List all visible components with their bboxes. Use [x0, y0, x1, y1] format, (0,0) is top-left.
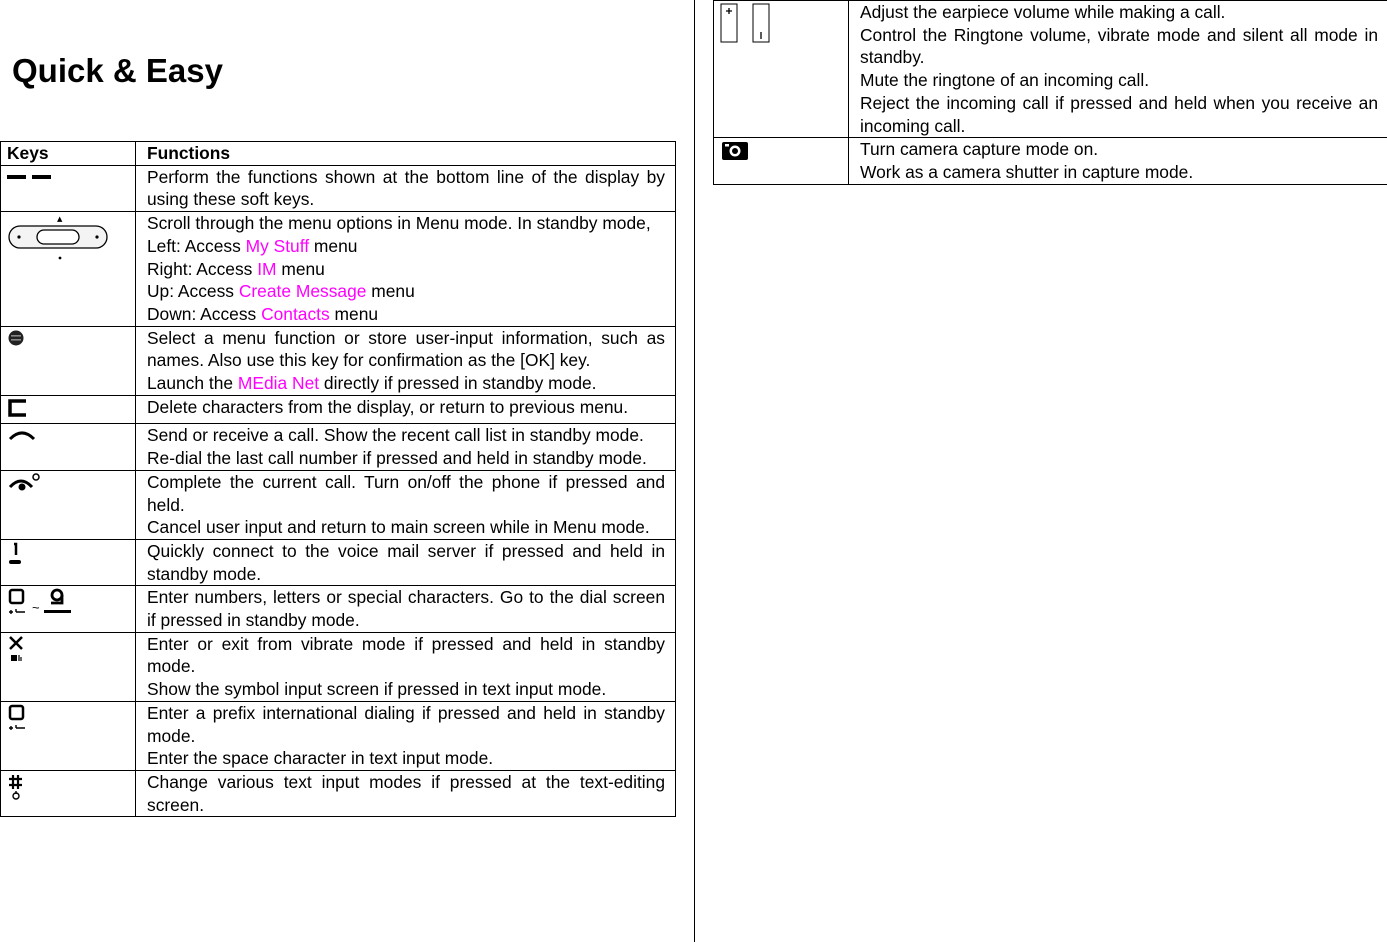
- key-cell: [1, 212, 136, 327]
- functions-header: Functions: [136, 142, 676, 166]
- table-row: [714, 138, 1387, 184]
- function-text: Mute the ringtone of an incoming call.: [860, 70, 1150, 91]
- function-text: Adjust the earpiece volume while making a call.: [860, 2, 1226, 22]
- function-text: Cancel user input and return to main screen while in Menu mode.: [147, 517, 650, 538]
- navigation-key-icon: [7, 214, 111, 262]
- table-row: [1, 539, 676, 585]
- table-row: [1, 212, 676, 327]
- function-text: Select a menu function or store user-input information, such as names. Also use this key for confirmation as the [OK] key.: [147, 327, 665, 371]
- menu-link: My Stuff: [245, 235, 310, 256]
- function-text: Left: Access My Stuff menu: [147, 235, 358, 256]
- key-cell: [1, 470, 136, 539]
- function-text: Reject the incoming call if pressed and held when you receive an incoming call.: [860, 92, 1378, 136]
- function-cell: [136, 165, 676, 211]
- function-cell: [136, 470, 676, 539]
- key-cell: [1, 632, 136, 701]
- function-text: Work as a camera shutter in capture mode.: [860, 161, 1194, 182]
- camera-key-icon: [720, 140, 750, 162]
- key-cell: [1, 165, 136, 211]
- volume-keys-icon: [720, 3, 770, 43]
- range-separator: ~: [32, 600, 40, 616]
- column-divider: [694, 0, 695, 942]
- function-text: Complete the current call. Turn on/off the phone if pressed and held.: [147, 471, 665, 515]
- function-text: Enter the space character in text input mode.: [147, 748, 494, 769]
- function-cell: [136, 424, 676, 470]
- key-cell: [1, 701, 136, 770]
- end-power-key-icon: [7, 473, 41, 493]
- function-cell: [136, 770, 676, 816]
- page-title: Quick & Easy: [12, 52, 223, 89]
- table-row: [1, 165, 676, 211]
- function-cell: [136, 395, 676, 424]
- key-cell: [1, 586, 136, 632]
- table-row: [1, 586, 676, 632]
- star-key-icon: [7, 635, 27, 665]
- zero-key-icon: [7, 704, 29, 734]
- hash-key-icon: [7, 773, 27, 803]
- menu-link: IM: [257, 258, 277, 279]
- key-cell: [1, 326, 136, 395]
- table-row: [1, 424, 676, 470]
- table-row: [1, 770, 676, 816]
- function-cell: [136, 539, 676, 585]
- function-text: Enter numbers, letters or special characters. Go to the dial screen if pressed in standby mode.: [147, 587, 665, 631]
- keys-table-continued: [713, 0, 1387, 185]
- key-cell: [714, 1, 849, 138]
- voicemail-key-icon: [7, 542, 25, 568]
- table-row: [1, 395, 676, 424]
- function-text: Right: Access IM menu: [147, 258, 325, 279]
- function-cell: [136, 701, 676, 770]
- function-text: Perform the functions shown at the bottom line of the display by using these soft keys.: [147, 166, 665, 210]
- function-text: Launch the MEdia Net directly if pressed in standby mode.: [147, 373, 597, 394]
- function-text: Turn camera capture mode on.: [860, 139, 1099, 160]
- keys-table: [0, 141, 676, 817]
- function-cell: [136, 586, 676, 632]
- table-row: [1, 632, 676, 701]
- function-cell: [849, 138, 1387, 184]
- clear-key-icon: [7, 398, 29, 418]
- keys-header: Keys: [1, 142, 136, 166]
- function-text: Show the symbol input screen if pressed in text input mode.: [147, 679, 607, 700]
- key-cell: [1, 424, 136, 470]
- table-row: [1, 326, 676, 395]
- function-text: Quickly connect to the voice mail server if pressed and held in standby mode.: [147, 540, 665, 584]
- function-text: Enter a prefix international dialing if pressed and held in standby mode.: [147, 702, 665, 746]
- svg-text:▲: ▲: [57, 215, 63, 224]
- key-cell: [1, 770, 136, 816]
- function-cell: [136, 632, 676, 701]
- function-text: Control the Ringtone volume, vibrate mode and silent all mode in standby.: [860, 24, 1378, 68]
- key-cell: [1, 395, 136, 424]
- function-text: Re-dial the last call number if pressed and held in standby mode.: [147, 448, 647, 469]
- send-key-icon: [7, 427, 37, 443]
- function-text: Change various text input modes if pressed at the text-editing screen.: [147, 771, 665, 815]
- soft-keys-icon: [7, 171, 53, 185]
- menu-link: Contacts: [261, 303, 330, 324]
- table-row: [1, 701, 676, 770]
- table-row: [1, 470, 676, 539]
- nine-key-icon: [43, 588, 73, 618]
- menu-link: MEdia Net: [237, 373, 320, 394]
- key-cell: [714, 138, 849, 184]
- function-cell: [136, 326, 676, 395]
- function-text: Down: Access Contacts menu: [147, 303, 379, 324]
- function-text: Delete characters from the display, or return to previous menu.: [147, 396, 629, 417]
- function-text: Up: Access Create Message menu: [147, 281, 415, 302]
- key-cell: [1, 539, 136, 585]
- function-text: Send or receive a call. Show the recent call list in standby mode.: [147, 425, 644, 446]
- table-row: [714, 1, 1387, 138]
- menu-link: Create Message: [238, 281, 367, 302]
- table-header-row: [1, 142, 676, 166]
- ok-key-icon: [7, 329, 25, 347]
- function-cell: [136, 212, 676, 327]
- function-cell: [849, 1, 1387, 138]
- zero-key-icon: [7, 588, 29, 618]
- function-text: Scroll through the menu options in Menu mode. In standby mode,: [147, 213, 651, 234]
- function-text: Enter or exit from vibrate mode if pressed and held in standby mode.: [147, 633, 665, 677]
